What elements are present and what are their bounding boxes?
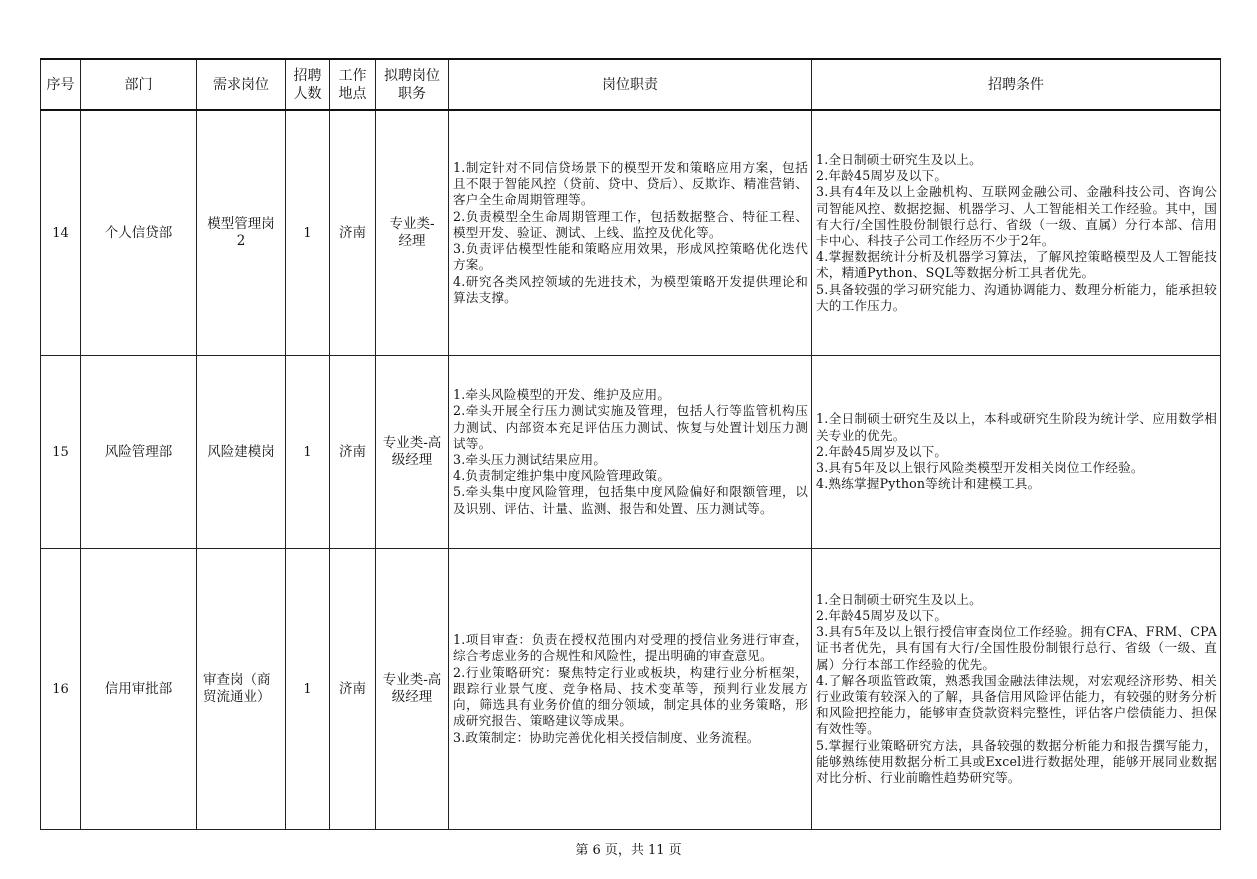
duty-item: 3.负责评估模型性能和策略应用效果，形成风控策略优化迭代方案。 bbox=[453, 241, 808, 273]
job-table-container bbox=[40, 58, 1221, 830]
header-requirements: 招聘条件 bbox=[812, 59, 1221, 110]
row-duties bbox=[449, 549, 812, 830]
row-duties bbox=[449, 110, 812, 356]
duty-item: 3.政策制定：协助完善优化相关授信制度、业务流程。 bbox=[453, 729, 760, 745]
requirement-item: 4.熟练掌握Python等统计和建模工具。 bbox=[816, 476, 1041, 492]
row-requirements bbox=[812, 549, 1221, 830]
duty-item: 5.牵头集中度风险管理，包括集中度风险偏好和限额管理，以及识别、评估、计量、监测、报告和处置、压力测试等。 bbox=[453, 484, 808, 516]
duty-item: 2.行业策略研究：聚焦特定行业或板块，构建行业分析框架，跟踪行业景气度、竞争格局、技术变革等，预判行业发展方向，筛选具有业务价值的细分领域，制定具体的业务策略，形成研究报告、策略建议等成果。 bbox=[453, 664, 808, 729]
header-location: 工作地点 bbox=[330, 59, 376, 110]
table-row bbox=[41, 549, 1221, 830]
duty-item: 1.制定针对不同信贷场景下的模型开发和策略应用方案，包括且不限于智能风控（贷前、贷中、贷后）、反欺诈、精准营销、客户全生命周期管理等。 bbox=[453, 160, 808, 208]
duty-item: 1.项目审查：负责在授权范围内对受理的授信业务进行审查，综合考虑业务的合规性和风险性，提出明确的审查意见。 bbox=[453, 632, 808, 664]
requirement-item: 3.具有5年及以上银行风险类模型开发相关岗位工作经验。 bbox=[816, 460, 1144, 476]
duty-item: 4.研究各类风控领域的先进技术，为模型策略开发提供理论和算法支撑。 bbox=[453, 273, 808, 305]
header-dept: 部门 bbox=[81, 59, 197, 110]
table-row bbox=[41, 356, 1221, 549]
row-count: 1 bbox=[286, 356, 330, 549]
row-requirements bbox=[812, 356, 1221, 549]
row-seq: 14 bbox=[41, 110, 81, 356]
requirement-item: 3.具有4年及以上金融机构、互联网金融公司、金融科技公司、咨询公司智能风控、数据挖掘、机器学习、人工智能相关工作经验。其中，国有大行/全国性股份制银行总行、省级（一级、直属）分行本部、信用卡中心、科技子公司工作经历不少于2年。 bbox=[816, 184, 1217, 248]
row-seq: 15 bbox=[41, 356, 81, 549]
row-seq: 16 bbox=[41, 549, 81, 830]
duty-item: 4.负责制定维护集中度风险管理政策。 bbox=[453, 468, 671, 484]
row-location: 济南 bbox=[330, 356, 376, 549]
row-requirements bbox=[812, 110, 1221, 356]
requirement-item: 1.全日制硕士研究生及以上，本科或研究生阶段为统计学、应用数学相关专业的优先。 bbox=[816, 411, 1217, 443]
table-row bbox=[41, 110, 1221, 356]
page-footer: 第 6 页，共 11 页 bbox=[575, 843, 682, 858]
requirement-item: 2.年龄45周岁及以下。 bbox=[816, 168, 948, 184]
row-dept: 个人信贷部 bbox=[81, 110, 197, 356]
requirement-item: 4.了解各项监管政策，熟悉我国金融法律法规，对宏观经济形势、相关行业政策有较深入的了解，具备信用风险评估能力，有较强的财务分析和风险把控能力，能够审查贷款资料完整性，评估客户偿债能力、担保有效性等。 bbox=[816, 672, 1217, 737]
header-row bbox=[41, 59, 1221, 110]
requirement-item: 4.掌握数据统计分析及机器学习算法，了解风控策略模型及人工智能技术，精通Python、SQL等数据分析工具者优先。 bbox=[816, 249, 1217, 281]
row-position: 风险建模岗 bbox=[197, 356, 286, 549]
row-rank: 专业类-高级经理 bbox=[376, 549, 449, 830]
requirement-item: 1.全日制硕士研究生及以上。 bbox=[816, 151, 982, 167]
job-table bbox=[40, 58, 1221, 830]
row-dept: 信用审批部 bbox=[81, 549, 197, 830]
requirement-item: 2.年龄45周岁及以下。 bbox=[816, 607, 948, 623]
header-count: 招聘人数 bbox=[286, 59, 330, 110]
header-position: 需求岗位 bbox=[197, 59, 286, 110]
row-position: 模型管理岗2 bbox=[197, 110, 286, 356]
requirement-item: 3.具有5年及以上银行授信审查岗位工作经验。拥有CFA、FRM、CPA证书者优先，具有国有大行/全国性股份制银行总行、省级（一级、直属）分行本部工作经验的优先。 bbox=[816, 624, 1217, 672]
row-location: 济南 bbox=[330, 110, 376, 356]
row-position: 审查岗（商贸流通业） bbox=[197, 549, 286, 830]
row-count: 1 bbox=[286, 549, 330, 830]
requirement-item: 1.全日制硕士研究生及以上。 bbox=[816, 591, 982, 607]
requirement-item: 5.具备较强的学习研究能力、沟通协调能力、数理分析能力，能承担较大的工作压力。 bbox=[816, 281, 1217, 313]
duty-item: 2.负责模型全生命周期管理工作，包括数据整合、特征工程、模型开发、验证、测试、上线、监控及优化等。 bbox=[453, 208, 808, 240]
duty-item: 1.牵头风险模型的开发、维护及应用。 bbox=[453, 387, 671, 403]
duty-item: 2.牵头开展全行压力测试实施及管理，包括人行等监管机构压力测试、内部资本充足评估压力测试、恢复与处置计划压力测试等。 bbox=[453, 403, 808, 451]
requirement-item: 2.年龄45周岁及以下。 bbox=[816, 443, 948, 459]
row-location: 济南 bbox=[330, 549, 376, 830]
row-duties bbox=[449, 356, 812, 549]
row-rank: 专业类-高级经理 bbox=[376, 356, 449, 549]
header-duties: 岗位职责 bbox=[449, 59, 812, 110]
header-rank: 拟聘岗位职务 bbox=[376, 59, 449, 110]
duty-item: 3.牵头压力测试结果应用。 bbox=[453, 452, 607, 467]
requirement-item: 5.掌握行业策略研究方法，具备较强的数据分析能力和报告撰写能力，能够熟练使用数据分析工具或Excel进行数据处理，能够开展同业数据对比分析、行业前瞻性趋势研究等。 bbox=[816, 737, 1217, 786]
header-seq: 序号 bbox=[41, 59, 81, 110]
row-dept: 风险管理部 bbox=[81, 356, 197, 549]
row-rank: 专业类-经理 bbox=[376, 110, 449, 356]
row-count: 1 bbox=[286, 110, 330, 356]
